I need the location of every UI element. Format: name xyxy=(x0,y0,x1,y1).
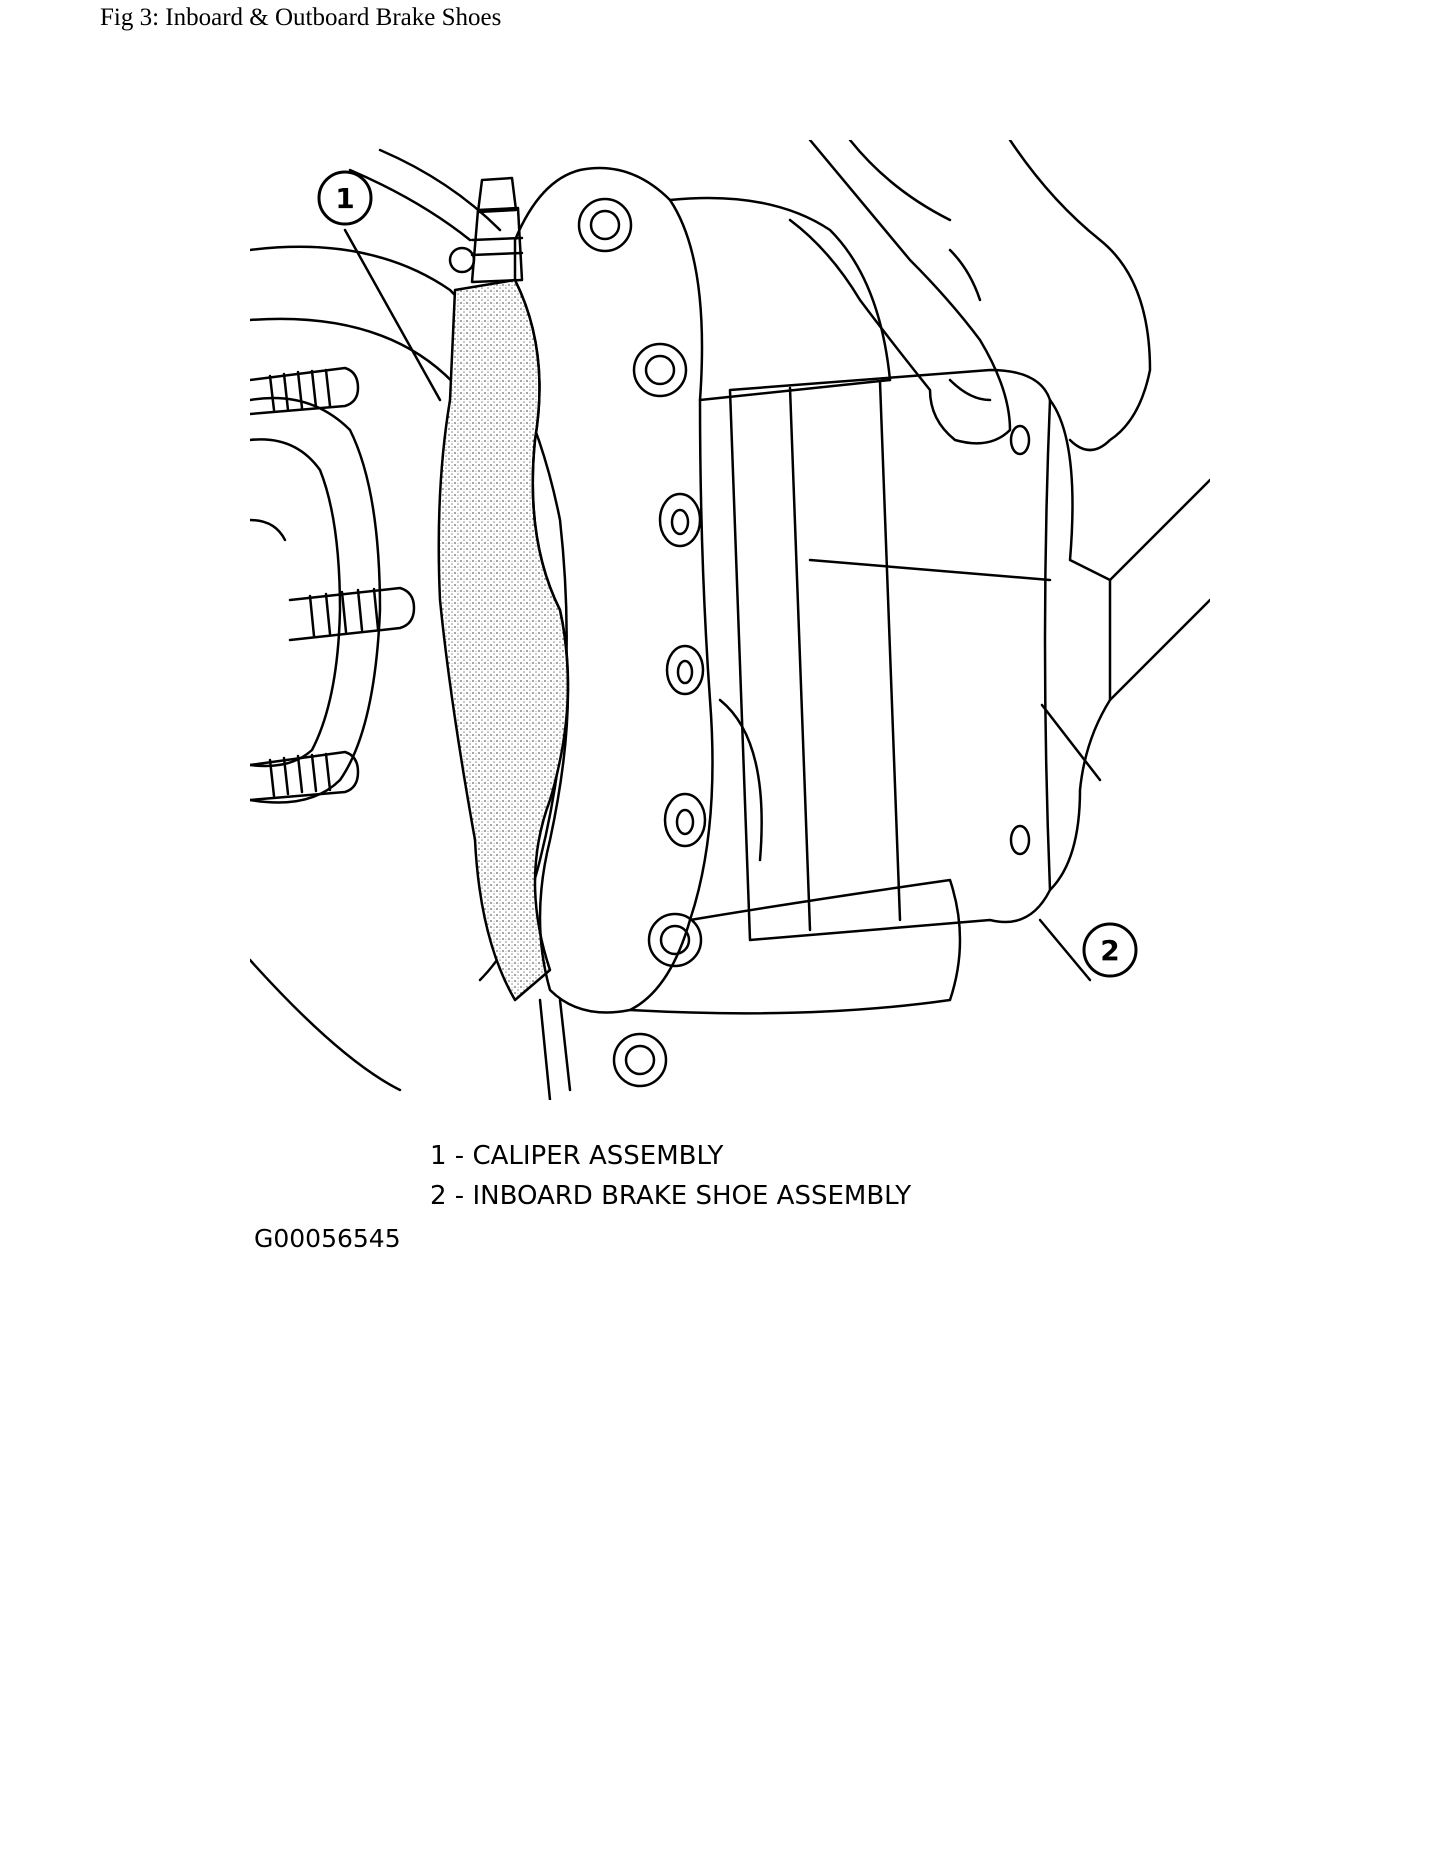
callout-1 xyxy=(319,172,371,224)
callout-2 xyxy=(1084,924,1136,976)
legend-item-caliper-assembly: 1 - CALIPER ASSEMBLY xyxy=(430,1141,724,1171)
figure-id: G00056545 xyxy=(254,1224,401,1253)
bleeder-screw xyxy=(450,178,522,282)
callout-2-number: 2 xyxy=(1100,934,1120,967)
hub xyxy=(250,398,380,803)
brake-line xyxy=(540,1000,570,1100)
legend-item-inboard-brake-shoe-assembly: 2 - INBOARD BRAKE SHOE ASSEMBLY xyxy=(430,1181,912,1211)
wheel-studs xyxy=(250,368,414,800)
figure-title: Fig 3: Inboard & Outboard Brake Shoes xyxy=(100,4,502,31)
figure-legend xyxy=(430,1136,911,1216)
brake-shoe-assembly xyxy=(730,370,1110,940)
callout-1-number: 1 xyxy=(335,182,355,215)
caliper-housing xyxy=(439,280,568,1000)
hand xyxy=(790,140,1150,450)
callout-1-leader xyxy=(345,230,440,400)
brake-caliper-illustration xyxy=(250,140,1210,1100)
